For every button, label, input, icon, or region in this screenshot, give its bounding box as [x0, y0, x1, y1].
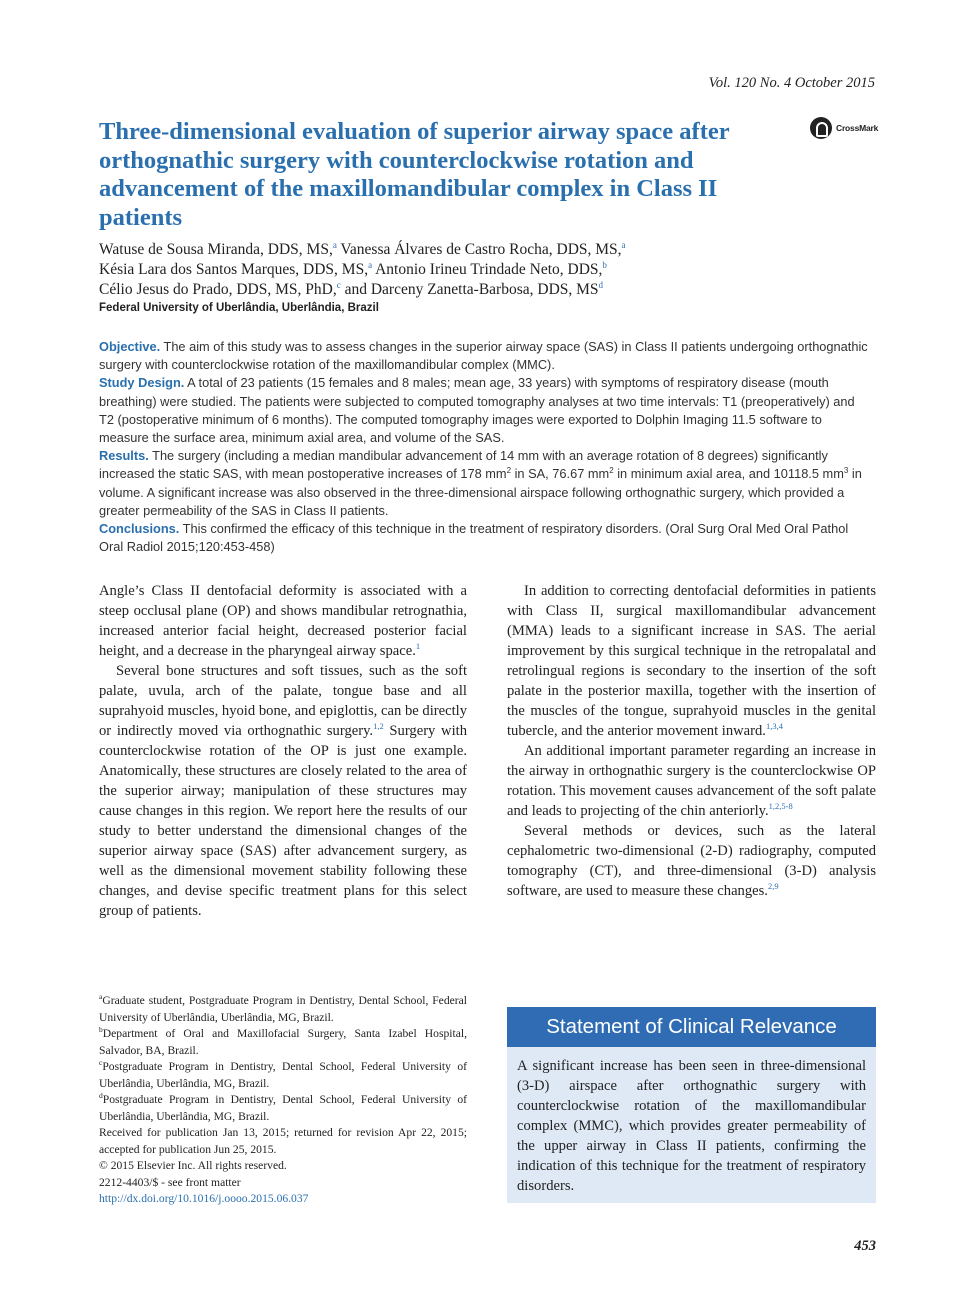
copyright: © 2015 Elsevier Inc. All rights reserved. [99, 1159, 287, 1172]
clinical-relevance-text: A significant increase has been seen in three-dimensional (3-D) airspace after orthognathic surgery with counterclockwise rotation of the maxillomandibular complex (MMC), which provides greater permeability of the upper airway in Class II patients, confirming the indication of this technique for the treatment of respiratory disorders. [517, 1058, 866, 1194]
citation-link[interactable]: 1,2,5-8 [768, 801, 793, 811]
citation-link[interactable]: 1,2 [373, 721, 384, 731]
footnote-mark: b [99, 1025, 103, 1034]
footnote-d [99, 1092, 467, 1125]
body-paragraph [99, 661, 467, 921]
abstract-conclusions [99, 520, 869, 556]
footnote-text: Graduate student, Postgraduate Program in Dentistry, Dental School, Federal University of Uberlândia, Uberlândia, MG, Brazil. [99, 994, 467, 1024]
abstract-results [99, 447, 869, 520]
paragraph-text: Surgery with counterclockwise rotation of the OP is just one example. Anatomically, these structures are closely related to the area of the superior airway; manipulation of these structures may cause changes in this region. We report here the results of our study to better understand the dimensional changes of the superior airway space (SAS) after advancement surgery, as well as the dimensional movement stability following these changes, and devise specific treatment plans for this select group of patients. [99, 723, 467, 919]
body-paragraph [507, 741, 876, 821]
author-affil-mark[interactable]: d [598, 280, 604, 290]
superscript: 3 [843, 466, 849, 476]
citation-link[interactable]: 2,9 [767, 881, 779, 891]
author-affil-mark[interactable]: a [368, 260, 373, 270]
footnotes [99, 993, 467, 1208]
crossmark-label: CrossMark [836, 123, 879, 133]
doi-link[interactable]: http://dx.doi.org/10.1016/j.oooo.2015.06.037 [99, 1192, 309, 1205]
author-affil-mark[interactable]: a [332, 240, 337, 250]
body-paragraph [99, 581, 467, 661]
footnote-mark: a [99, 992, 103, 1001]
author-affil-mark[interactable]: a [621, 240, 626, 250]
author-name: Antonio Irineu Trindade Neto, DDS, [372, 261, 603, 278]
abstract-text: in volume. A significant increase was also observed in the three-dimensional airspace following orthognathic surgery, which provided a greater permeability of the SAS in Class II patients. [99, 466, 862, 518]
abstract-text: in minimum axial area, and 10118.5 mm [613, 466, 844, 482]
abstract-text: The surgery (including a median mandibular advancement of 14 mm with an average rotation of 8 degrees) significantly increased the static SAS, with mean postoperative increases of 178 mm [99, 448, 828, 482]
abstract-text: A total of 23 patients (15 females and 8 males; mean age, 33 years) with symptoms of respiratory disease (mouth breathing) were studied. The patients were subjected to computed tomography analyses at two time intervals: T1 (preoperatively) and T2 (postoperative minimum of 6 months). The computed tomography images were exported to Dolphin Imaging 11.5 software to measure the surface area, minimum axial area, and volume of the SAS. [99, 375, 855, 446]
abstract-text: This confirmed the efficacy of this technique in the treatment of respiratory disorders. (Oral Surg Oral Med Oral Pathol Oral Radiol 2015;120:453-458) [99, 521, 849, 555]
footnote-c [99, 1059, 467, 1092]
author-name: Vanessa Álvares de Castro Rocha, DDS, MS, [336, 241, 622, 258]
clinical-relevance-heading: Statement of Clinical Relevance [507, 1007, 876, 1047]
paragraph-text: Several methods or devices, such as the lateral cephalometric two-dimensional (2-D) radiography, computed tomography (CT), and three-dimensional (3-D) analysis software, are used to measure these changes. [507, 823, 876, 899]
clinical-relevance-box [507, 1007, 876, 1203]
author-name: Célio Jesus do Prado, DDS, MS, PhD, [99, 281, 337, 298]
abstract-text: in SA, 76.67 mm [511, 466, 610, 482]
page-number: 453 [854, 1238, 876, 1254]
paragraph-text: Several bone structures and soft tissues, such as the soft palate, uvula, arch of the palate, tongue base and all suprahyoid muscles, hyoid bone, and epiglottis, can be directly or indirectly moved via orthognathic surgery. [99, 663, 467, 739]
citation-link[interactable]: 1,3,4 [765, 721, 783, 731]
body-paragraph [507, 581, 876, 741]
paragraph-text: An additional important parameter regarding an increase in the airway in orthognathic surgery is the counterclockwise OP rotation. This movement causes advancement of the soft palate and leads to projecting of the chin anteriorly. [507, 743, 876, 819]
abstract-label: Objective. [99, 339, 161, 354]
citation-link[interactable]: 1 [415, 641, 421, 651]
footnote-a [99, 993, 467, 1026]
author-affil-mark[interactable]: c [336, 280, 341, 290]
article-title: Three-dimensional evaluation of superior airway space after orthognathic surgery with counterclockwise rotation and advancement of the maxillomandibular complex in Class II patients [99, 118, 730, 231]
abstract-design [99, 374, 869, 447]
author-list [99, 240, 699, 300]
author-name: Watuse de Sousa Miranda, DDS, MS, [99, 241, 333, 258]
abstract-label: Conclusions. [99, 521, 180, 537]
paragraph-text: Angle’s Class II dentofacial deformity is associated with a steep occlusal plane (OP) and shows mandibular retrognathia, increased anterior facial height, decreased posterior facial height, and a decrease in the pharyngeal airway space. [99, 583, 467, 659]
crossmark-icon [810, 117, 832, 139]
footnote-mark: c [99, 1058, 103, 1067]
author-affil-mark[interactable]: b [602, 260, 607, 270]
journal-issue-line: Vol. 120 No. 4 October 2015 [708, 75, 875, 91]
author-name: Késia Lara dos Santos Marques, DDS, MS, [99, 261, 369, 278]
footnote-mark: d [99, 1091, 103, 1100]
abstract-objective [99, 338, 869, 374]
crossmark-badge[interactable] [810, 117, 878, 139]
superscript: 2 [506, 466, 512, 476]
body-column-right [507, 581, 876, 901]
footnote-text: Postgraduate Program in Dentistry, Dental School, Federal University of Uberlândia, Uberlândia, MG, Brazil. [99, 1093, 467, 1123]
issn: 2212-4403/$ - see front matter [99, 1175, 241, 1189]
abstract [99, 338, 869, 556]
footnote-b [99, 1026, 467, 1059]
abstract-label: Study Design. [99, 375, 185, 391]
author-name: and Darceny Zanetta-Barbosa, DDS, MS [340, 281, 599, 298]
affiliation: Federal University of Uberlândia, Uberlândia, Brazil [99, 302, 379, 314]
body-paragraph [507, 821, 876, 901]
body-column-left [99, 581, 467, 921]
footnote-text: Postgraduate Program in Dentistry, Dental School, Federal University of Uberlândia, Uberlândia, MG, Brazil. [99, 1060, 467, 1090]
abstract-label: Results. [99, 448, 149, 464]
paragraph-text: In addition to correcting dentofacial deformities in patients with Class II, surgical maxillomandibular advancement (MMA) leads to a significant increase in SAS. The aerial improvement by this surgical technique in the retropalatal and retrolingual regions is secondary to the insertion of the soft palate in the posterior maxilla, together with the insertion of the muscles of the tongue, suprahyoid muscles in the genital tubercle, and the anterior movement inward. [507, 583, 876, 739]
received-dates: Received for publication Jan 13, 2015; returned for revision Apr 22, 2015; accepted for publication Jun 25, 2015. [99, 1126, 467, 1156]
abstract-text: The aim of this study was to assess changes in the superior airway space (SAS) in Class II patients undergoing orthognathic surgery with counterclockwise rotation of the maxillomandibular complex (MMC). [99, 339, 868, 373]
superscript: 2 [609, 466, 614, 476]
footnote-text: Department of Oral and Maxillofacial Surgery, Santa Izabel Hospital, Salvador, BA, Brazil. [99, 1027, 467, 1057]
